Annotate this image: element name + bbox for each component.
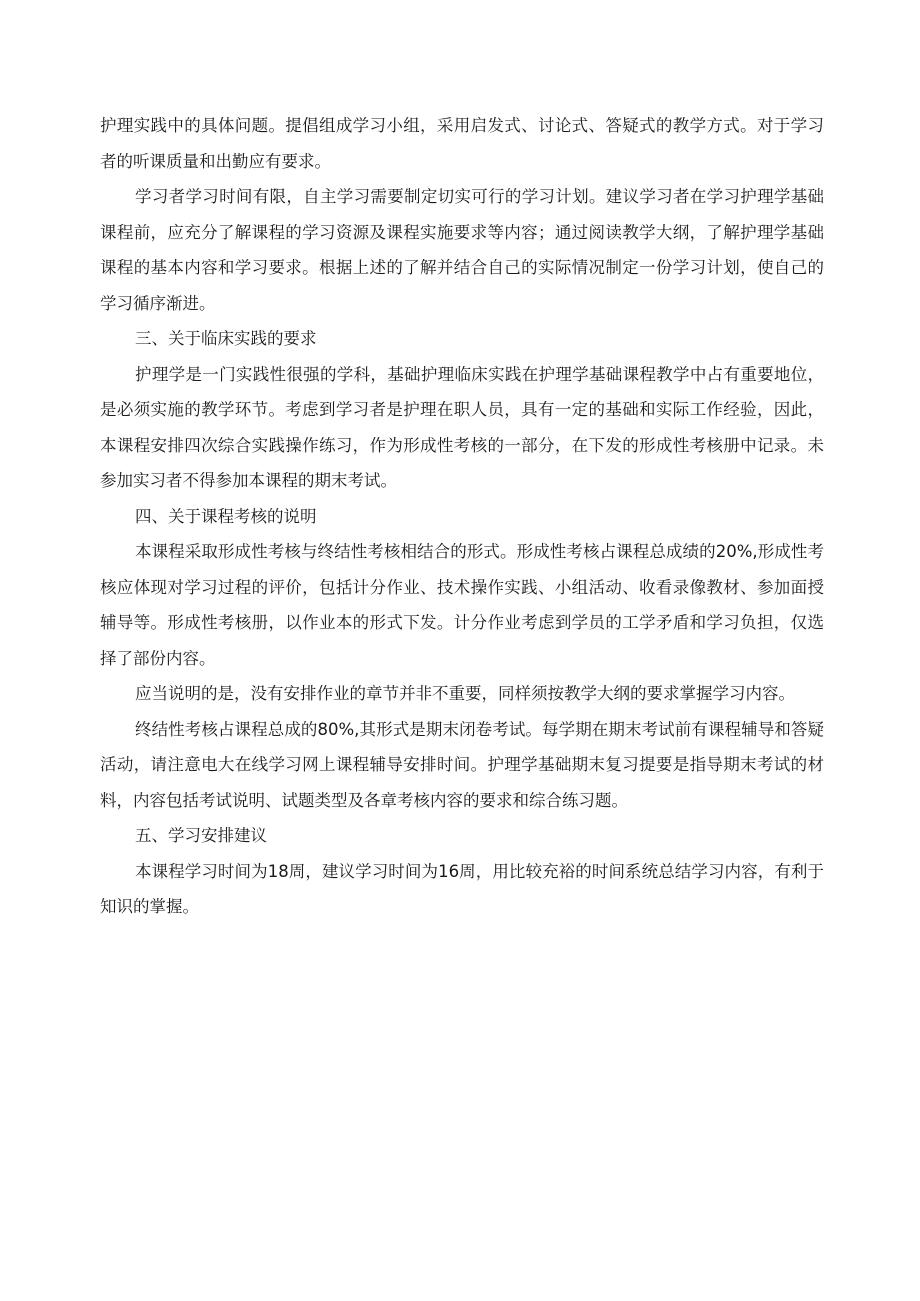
document-page (100, 108, 824, 925)
paragraph-clinical-practice: 护理学是一门实践性很强的学科，基础护理临床实践在护理学基础课程教学中占有重要地位，是必须实施的教学环节。考虑到学习者是护理在职人员，具有一定的基础和实际工作经验，因此，本课程安排四次综合实践操作练习，作为形成性考核的一部分，在下发的形成性考核册中记录。未参加实习者不得参加本课程的期末考试。 (100, 364, 824, 490)
paragraph-final-exam: 终结性考核占课程总成的80%,其形式是期末闭卷考试。每学期在期末考试前有课程辅导和答疑活动，请注意电大在线学习网上课程辅导安排时间。护理学基础期末复习提要是指导期末考试的材料，内容包括考试说明、试题类型及各章考核内容的要求和综合练习题。 (100, 719, 824, 810)
paragraph-formative-assessment: 本课程采取形成性考核与终结性考核相结合的形式。形成性考核占课程总成绩的20%,形成性考核应体现对学习过程的评价，包括计分作业、技术操作实践、小组活动、收看录像教材、参加面授辅导等。形成性考核册，以作业本的形式下发。计分作业考虑到学员的工学矛盾和学习负担，仅选择了部份内容。 (100, 542, 824, 668)
paragraph-continued: 护理实践中的具体问题。提倡组成学习小组，采用启发式、讨论式、答疑式的教学方式。对于学习者的听课质量和出勤应有要求。 (100, 116, 824, 171)
section-heading-study-schedule: 五、学习安排建议 (135, 826, 267, 845)
paragraph-study-schedule: 本课程学习时间为18周，建议学习时间为16周，用比较充裕的时间系统总结学习内容，有利于知识的掌握。 (100, 861, 824, 916)
section-heading-clinical-practice: 三、关于临床实践的要求 (135, 329, 317, 348)
paragraph-assignment-note: 应当说明的是，没有安排作业的章节并非不重要，同样须按教学大纲的要求掌握学习内容。 (135, 684, 795, 703)
section-heading-assessment: 四、关于课程考核的说明 (135, 506, 317, 526)
paragraph-study-plan: 学习者学习时间有限，自主学习需要制定切实可行的学习计划。建议学习者在学习护理学基础课程前，应充分了解课程的学习资源及课程实施要求等内容；通过阅读教学大纲，了解护理学基础课程的基本内容和学习要求。根据上述的了解并结合自己的实际情况制定一份学习计划，使自己的学习循序渐进。 (100, 187, 824, 313)
